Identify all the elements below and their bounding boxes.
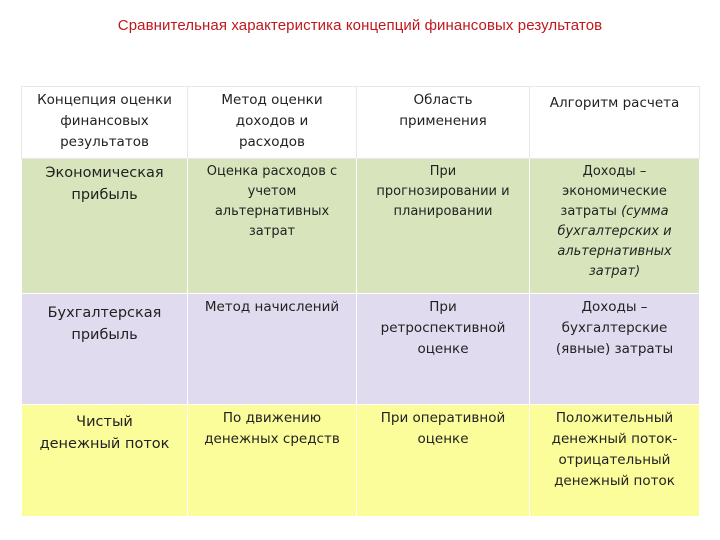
- table-row: [22, 405, 700, 517]
- cell-concept: Экономическая прибыль: [22, 159, 188, 294]
- table-row: [22, 159, 700, 294]
- cell-algorithm: Доходы – бухгалтерские (явные) затраты: [530, 294, 700, 405]
- cell-scope: При прогнозировании и планировании: [357, 159, 530, 294]
- header-concept: Концепция оценки финансовых результатов: [22, 87, 188, 159]
- slide-title: Сравнительная характеристика концепций финансовых результатов: [117, 17, 603, 34]
- cell-algorithm: Доходы – экономические затраты (сумма бухгалтерских и альтернативных затрат): [530, 159, 700, 294]
- cell-method: Метод начислений: [188, 294, 357, 405]
- comparison-table: [21, 86, 700, 517]
- header-scope: Область применения: [357, 87, 530, 159]
- cell-method: Оценка расходов с учетом альтернативных затрат: [188, 159, 357, 294]
- cell-concept: Бухгалтерская прибыль: [22, 294, 188, 405]
- cell-scope: При ретроспективной оценке: [357, 294, 530, 405]
- cell-method: По движению денежных средств: [188, 405, 357, 517]
- cell-algorithm: Положительный денежный поток- отрицательный денежный поток: [530, 405, 700, 517]
- table-row: [22, 294, 700, 405]
- cell-concept: Чистый денежный поток: [22, 405, 188, 517]
- table-header-row: [22, 87, 700, 159]
- header-algorithm: Алгоритм расчета: [530, 87, 700, 159]
- cell-scope: При оперативной оценке: [357, 405, 530, 517]
- header-method: Метод оценки доходов и расходов: [188, 87, 357, 159]
